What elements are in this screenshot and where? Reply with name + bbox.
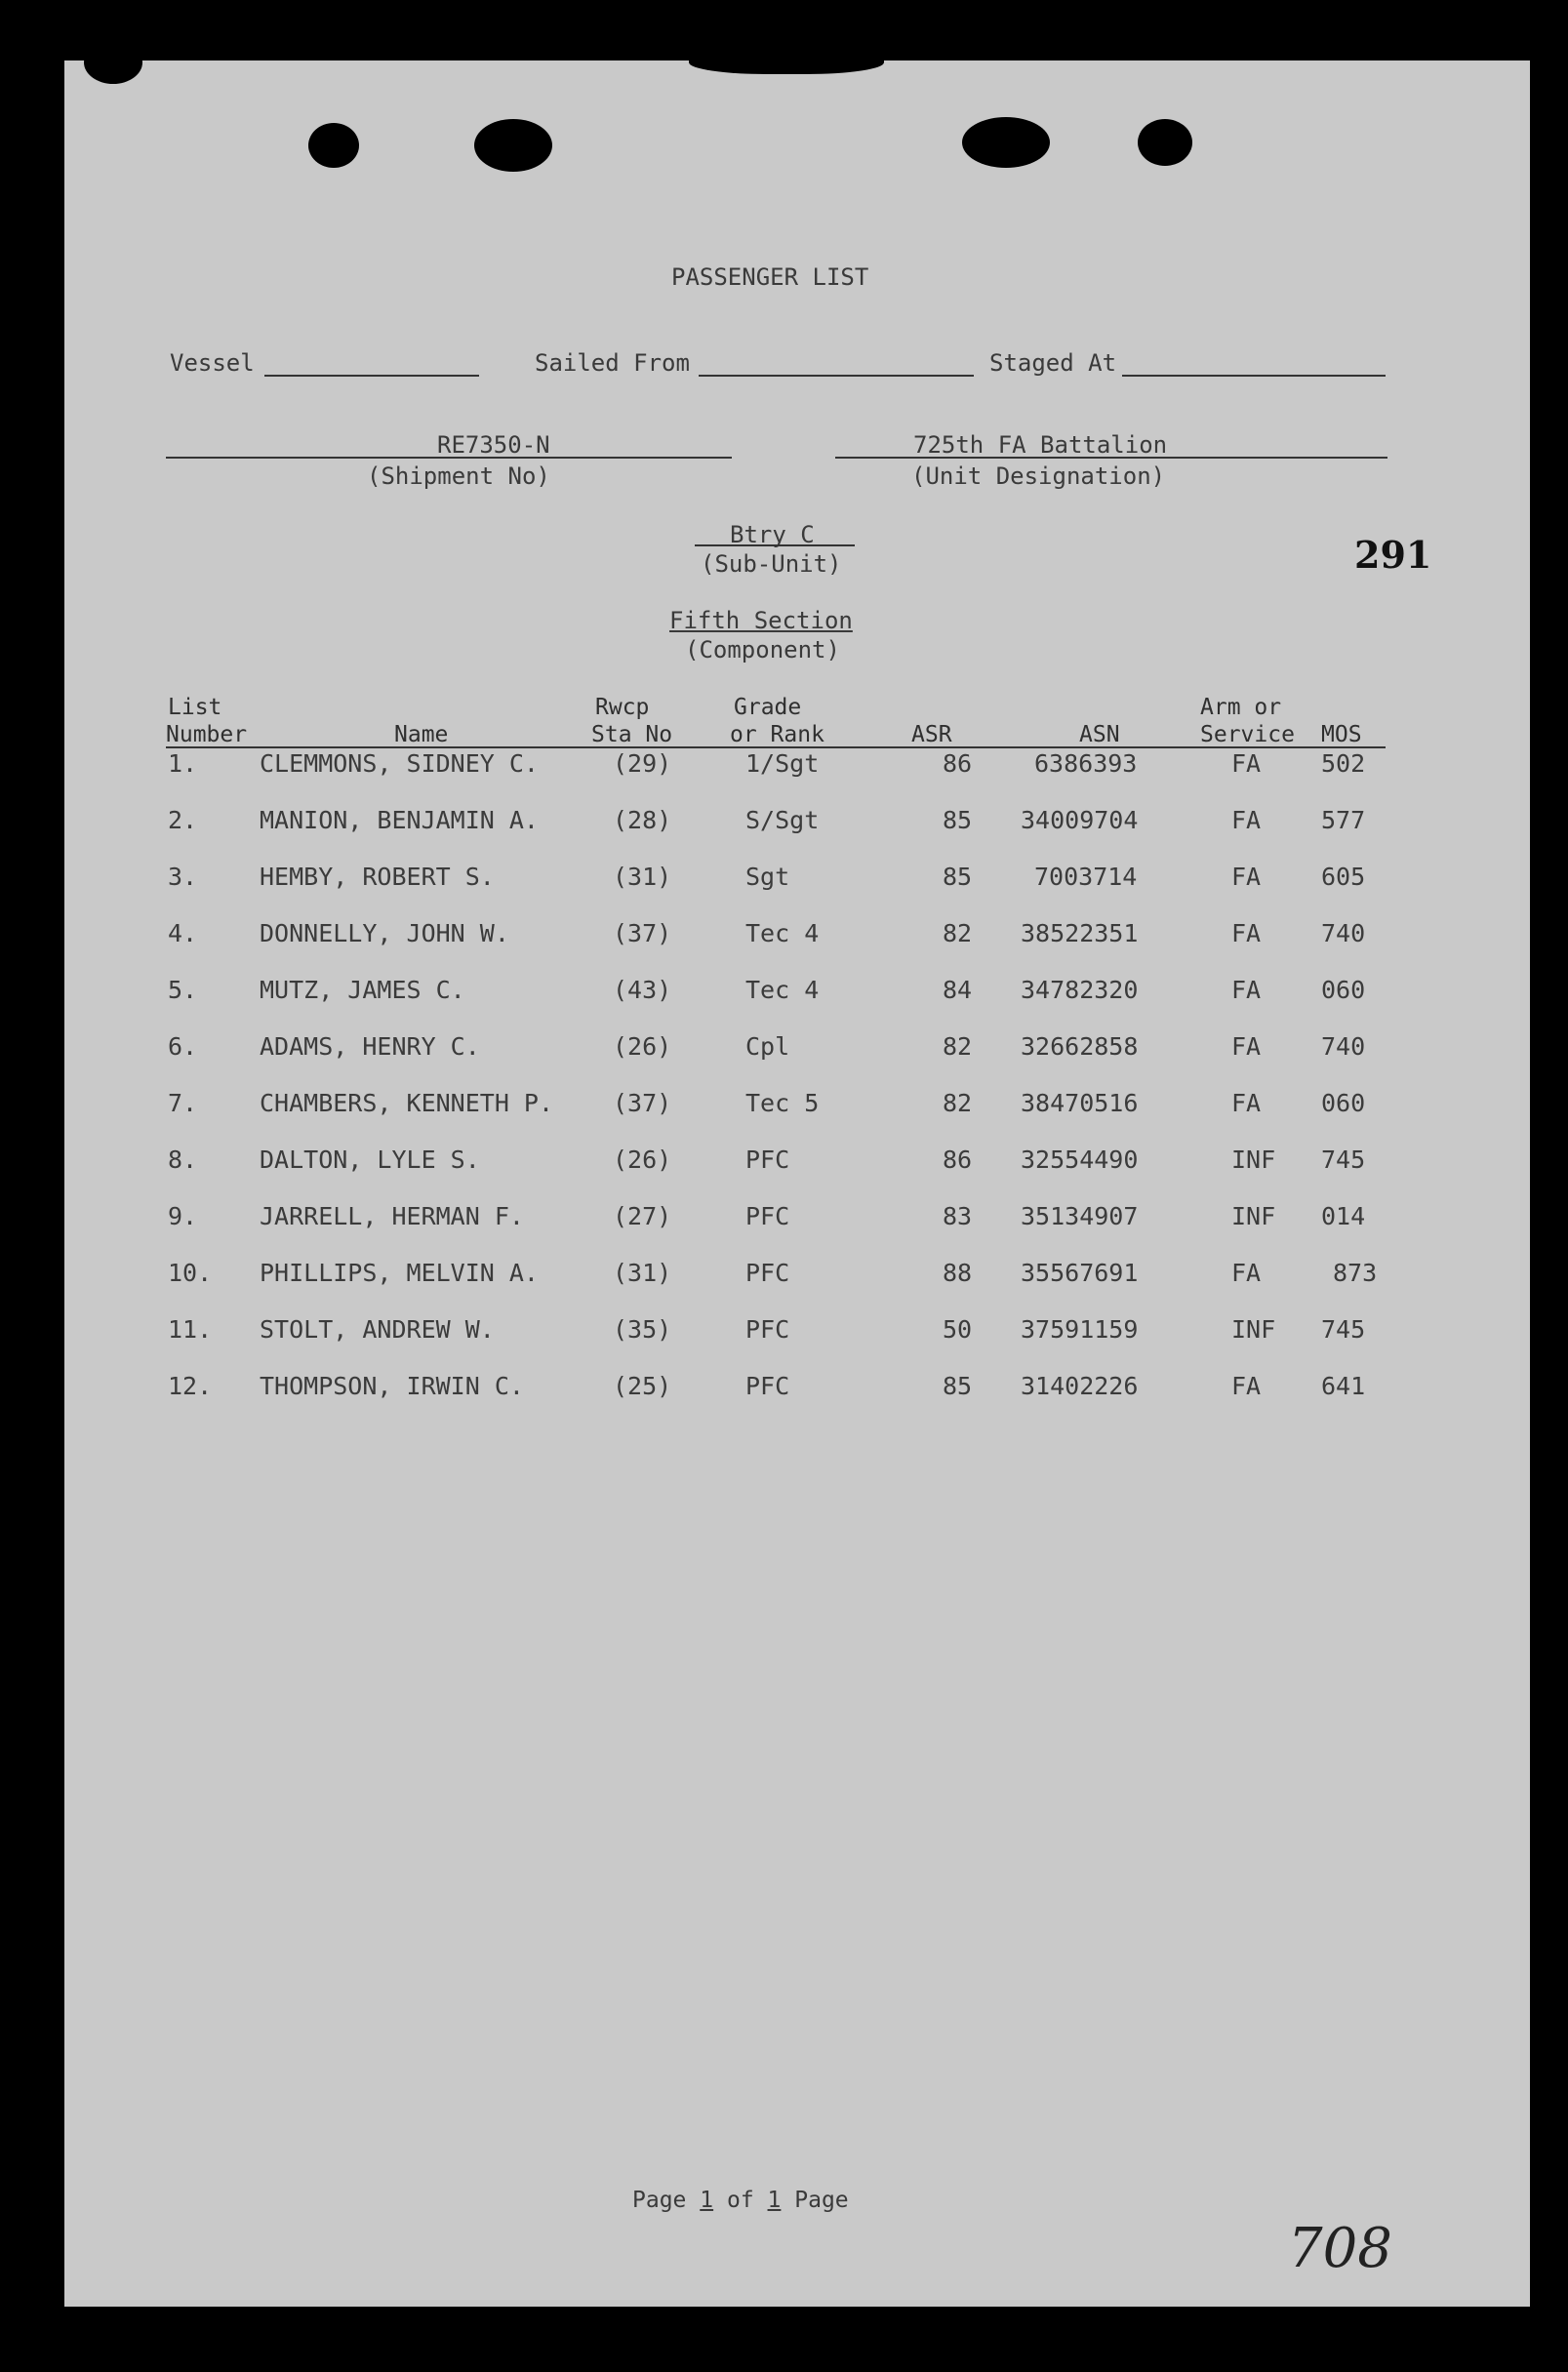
passenger-name: STOLT, ANDREW W. (260, 1315, 495, 1344)
station-number: (27) (613, 1202, 672, 1230)
mos: 873 (1333, 1259, 1378, 1287)
passenger-name: MUTZ, JAMES C. (260, 976, 465, 1004)
rank: PFC (745, 1315, 790, 1344)
asn: 6386393 (1034, 749, 1138, 778)
station-number: (26) (613, 1032, 672, 1061)
sub-unit-underline (695, 544, 855, 546)
passenger-name: JARRELL, HERMAN F. (260, 1202, 524, 1230)
table-row (64, 1259, 1530, 1298)
passenger-name: HEMBY, ROBERT S. (260, 863, 495, 891)
torn-edge-left (84, 41, 142, 84)
asn: 32554490 (1021, 1146, 1139, 1174)
arm-service: FA (1231, 1089, 1262, 1117)
mos: 577 (1321, 806, 1366, 834)
header-asn: ASN (1079, 722, 1120, 747)
header-service: Service (1200, 722, 1295, 747)
mos: 502 (1321, 749, 1366, 778)
footer-total-pages: 1 (767, 2188, 782, 2213)
shipment-no-label: (Shipment No) (367, 462, 550, 490)
list-number: 1. (168, 749, 198, 778)
footer-page-label: Page (632, 2188, 687, 2213)
asn: 38522351 (1021, 919, 1139, 947)
mos: 014 (1321, 1202, 1366, 1230)
page-number-stamp: 291 (1354, 533, 1432, 577)
asn: 7003714 (1034, 863, 1138, 891)
table-row (64, 919, 1530, 958)
header-list: List (168, 695, 222, 720)
sailed-from-underline (699, 375, 974, 377)
header-underline (166, 746, 1386, 748)
list-number: 12. (168, 1372, 213, 1400)
vessel-label: Vessel (170, 349, 255, 377)
header-rwcp: Rwcp (595, 695, 650, 720)
station-number: (29) (613, 749, 672, 778)
table-row (64, 1315, 1530, 1354)
rank: Tec 4 (745, 919, 820, 947)
asn: 34009704 (1021, 806, 1139, 834)
table-row (64, 863, 1530, 902)
rank: Cpl (745, 1032, 790, 1061)
asn: 32662858 (1021, 1032, 1139, 1061)
asr: 85 (943, 1372, 973, 1400)
component: Fifth Section (669, 607, 853, 634)
table-row (64, 1146, 1530, 1185)
header-number: Number (166, 722, 248, 747)
asr: 82 (943, 919, 973, 947)
footer-of-label: of (726, 2188, 754, 2213)
arm-service: FA (1231, 1259, 1262, 1287)
table-row (64, 1372, 1530, 1411)
punch-hole-1 (308, 123, 359, 168)
sub-unit-label: (Sub-Unit) (701, 550, 842, 578)
arm-service: FA (1231, 806, 1262, 834)
asr: 86 (943, 749, 973, 778)
passenger-name: PHILLIPS, MELVIN A. (260, 1259, 539, 1287)
punch-hole-2 (474, 119, 552, 172)
staged-at-underline (1122, 375, 1386, 377)
asn: 35567691 (1021, 1259, 1139, 1287)
asr: 82 (943, 1032, 973, 1061)
arm-service: INF (1231, 1202, 1276, 1230)
asr: 85 (943, 863, 973, 891)
unit-designation: 725th FA Battalion (913, 431, 1168, 459)
table-row (64, 749, 1530, 788)
passenger-name: ADAMS, HENRY C. (260, 1032, 480, 1061)
arm-service: FA (1231, 863, 1262, 891)
asn: 31402226 (1021, 1372, 1139, 1400)
asr: 88 (943, 1259, 973, 1287)
station-number: (31) (613, 1259, 672, 1287)
handwritten-number: 708 (1288, 2217, 1392, 2280)
punch-hole-3 (962, 117, 1050, 168)
table-row (64, 976, 1530, 1015)
rank: PFC (745, 1259, 790, 1287)
footer-page-label-2: Page (794, 2188, 849, 2213)
asr: 83 (943, 1202, 973, 1230)
passenger-name: CHAMBERS, KENNETH P. (260, 1089, 554, 1117)
list-number: 3. (168, 863, 198, 891)
table-row (64, 1089, 1530, 1128)
table-row (64, 1032, 1530, 1071)
asr: 50 (943, 1315, 973, 1344)
arm-service: FA (1231, 749, 1262, 778)
asn: 38470516 (1021, 1089, 1139, 1117)
torn-edge-mid (689, 45, 884, 74)
rank: PFC (745, 1146, 790, 1174)
rank: Sgt (745, 863, 790, 891)
rank: 1/Sgt (745, 749, 820, 778)
page-title: PASSENGER LIST (671, 263, 869, 291)
mos: 641 (1321, 1372, 1366, 1400)
station-number: (26) (613, 1146, 672, 1174)
header-mos: MOS (1321, 722, 1362, 747)
mos: 740 (1321, 919, 1366, 947)
unit-designation-label: (Unit Designation) (911, 462, 1166, 490)
header-arm-or: Arm or (1200, 695, 1282, 720)
passenger-name: DONNELLY, JOHN W. (260, 919, 509, 947)
rank: PFC (745, 1202, 790, 1230)
header-or-rank: or Rank (730, 722, 824, 747)
rank: S/Sgt (745, 806, 820, 834)
arm-service: INF (1231, 1146, 1276, 1174)
rank: Tec 5 (745, 1089, 820, 1117)
asn: 37591159 (1021, 1315, 1139, 1344)
station-number: (37) (613, 919, 672, 947)
passenger-name: DALTON, LYLE S. (260, 1146, 480, 1174)
passenger-list-sheet (64, 60, 1530, 2307)
list-number: 8. (168, 1146, 198, 1174)
footer-page-number: 1 (700, 2188, 714, 2213)
passenger-name: CLEMMONS, SIDNEY C. (260, 749, 539, 778)
mos: 745 (1321, 1315, 1366, 1344)
sub-unit: Btry C (730, 521, 815, 548)
table-row (64, 806, 1530, 845)
mos: 605 (1321, 863, 1366, 891)
mos: 060 (1321, 976, 1366, 1004)
station-number: (43) (613, 976, 672, 1004)
list-number: 7. (168, 1089, 198, 1117)
page-footer (632, 2188, 849, 2213)
station-number: (25) (613, 1372, 672, 1400)
mos: 745 (1321, 1146, 1366, 1174)
mos: 060 (1321, 1089, 1366, 1117)
asr: 86 (943, 1146, 973, 1174)
list-number: 4. (168, 919, 198, 947)
header-sta-no: Sta No (591, 722, 673, 747)
vessel-underline (264, 375, 479, 377)
mos: 740 (1321, 1032, 1366, 1061)
arm-service: FA (1231, 976, 1262, 1004)
table-row (64, 1202, 1530, 1241)
list-number: 9. (168, 1202, 198, 1230)
list-number: 6. (168, 1032, 198, 1061)
rank: Tec 4 (745, 976, 820, 1004)
header-name: Name (394, 722, 449, 747)
asn: 35134907 (1021, 1202, 1139, 1230)
shipment-no: RE7350-N (437, 431, 550, 459)
punch-hole-4 (1138, 119, 1192, 166)
arm-service: INF (1231, 1315, 1276, 1344)
asr: 84 (943, 976, 973, 1004)
station-number: (31) (613, 863, 672, 891)
staged-at-label: Staged At (989, 349, 1117, 377)
list-number: 2. (168, 806, 198, 834)
arm-service: FA (1231, 1032, 1262, 1061)
asr: 85 (943, 806, 973, 834)
passenger-name: THOMPSON, IRWIN C. (260, 1372, 524, 1400)
station-number: (37) (613, 1089, 672, 1117)
passenger-name: MANION, BENJAMIN A. (260, 806, 539, 834)
list-number: 10. (168, 1259, 213, 1287)
rank: PFC (745, 1372, 790, 1400)
header-grade: Grade (734, 695, 802, 720)
station-number: (28) (613, 806, 672, 834)
arm-service: FA (1231, 1372, 1262, 1400)
list-number: 11. (168, 1315, 213, 1344)
list-number: 5. (168, 976, 198, 1004)
arm-service: FA (1231, 919, 1262, 947)
header-asr: ASR (911, 722, 952, 747)
station-number: (35) (613, 1315, 672, 1344)
asr: 82 (943, 1089, 973, 1117)
component-label: (Component) (685, 636, 840, 663)
sailed-from-label: Sailed From (535, 349, 690, 377)
asn: 34782320 (1021, 976, 1139, 1004)
